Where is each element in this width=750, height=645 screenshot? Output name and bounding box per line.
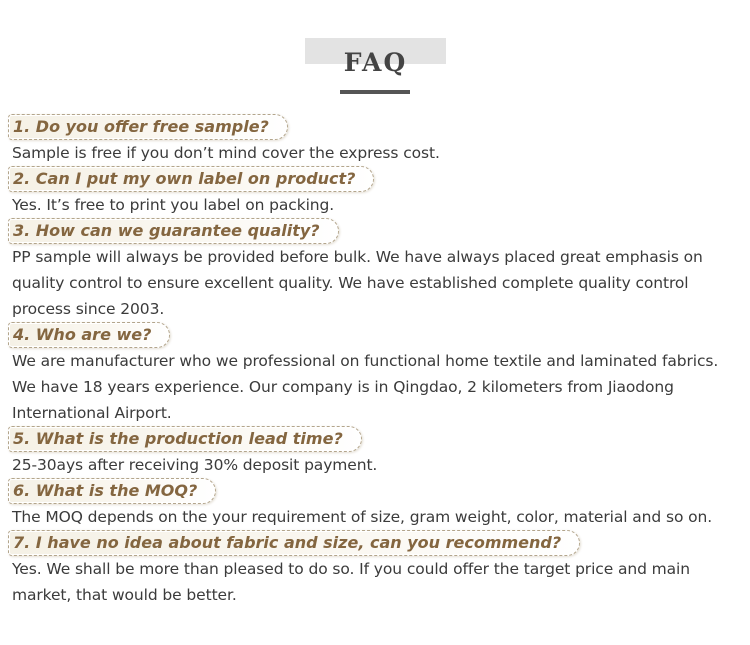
faq-question-6: 6. What is the MOQ? (8, 478, 216, 504)
faq-answer-4-line-1: We are manufacturer who we professional on functional home textile and laminated fabrics. (12, 352, 719, 370)
faq-list (0, 114, 750, 608)
faq-item-3 (0, 218, 750, 322)
faq-answer-4-line-2: We have 18 years experience. Our company is in Qingdao, 2 kilometers from Jiaodong (12, 378, 674, 396)
faq-question-3: 3. How can we guarantee quality? (8, 218, 339, 244)
faq-answer-6-line-1: The MOQ depends on the your requirement of size, gram weight, color, material and so on. (12, 508, 713, 526)
faq-answer-3-line-2: quality control to ensure excellent quality. We have established complete quality control (12, 274, 689, 292)
faq-answer-4-line-3: International Airport. (12, 404, 172, 422)
faq-item-6 (0, 478, 750, 530)
faq-answer-5-line-1: 25-30ays after receiving 30% deposit payment. (12, 456, 378, 474)
faq-answer-1-line-1: Sample is free if you don’t mind cover the express cost. (12, 144, 440, 162)
faq-answer-2-line-1: Yes. It’s free to print you label on packing. (12, 196, 335, 214)
faq-answer-7-line-2: market, that would be better. (12, 586, 237, 604)
faq-question-5: 5. What is the production lead time? (8, 426, 362, 452)
title-underline (340, 90, 410, 94)
faq-item-5 (0, 426, 750, 478)
faq-question-4: 4. Who are we? (8, 322, 170, 348)
faq-item-1 (0, 114, 750, 166)
faq-answer-3-line-1: PP sample will always be provided before bulk. We have always placed great emphasis on (12, 248, 703, 266)
faq-answer-3-line-3: process since 2003. (12, 300, 165, 318)
faq-question-7: 7. I have no idea about fabric and size, can you recommend? (8, 530, 580, 556)
faq-item-4 (0, 322, 750, 426)
faq-answer-7-line-1: Yes. We shall be more than pleased to do so. If you could offer the target price and main (12, 560, 690, 578)
faq-question-1: 1. Do you offer free sample? (8, 114, 288, 140)
faq-item-2 (0, 166, 750, 218)
page-title: FAQ (343, 48, 408, 77)
faq-item-7 (0, 530, 750, 608)
faq-question-2: 2. Can I put my own label on product? (8, 166, 374, 192)
